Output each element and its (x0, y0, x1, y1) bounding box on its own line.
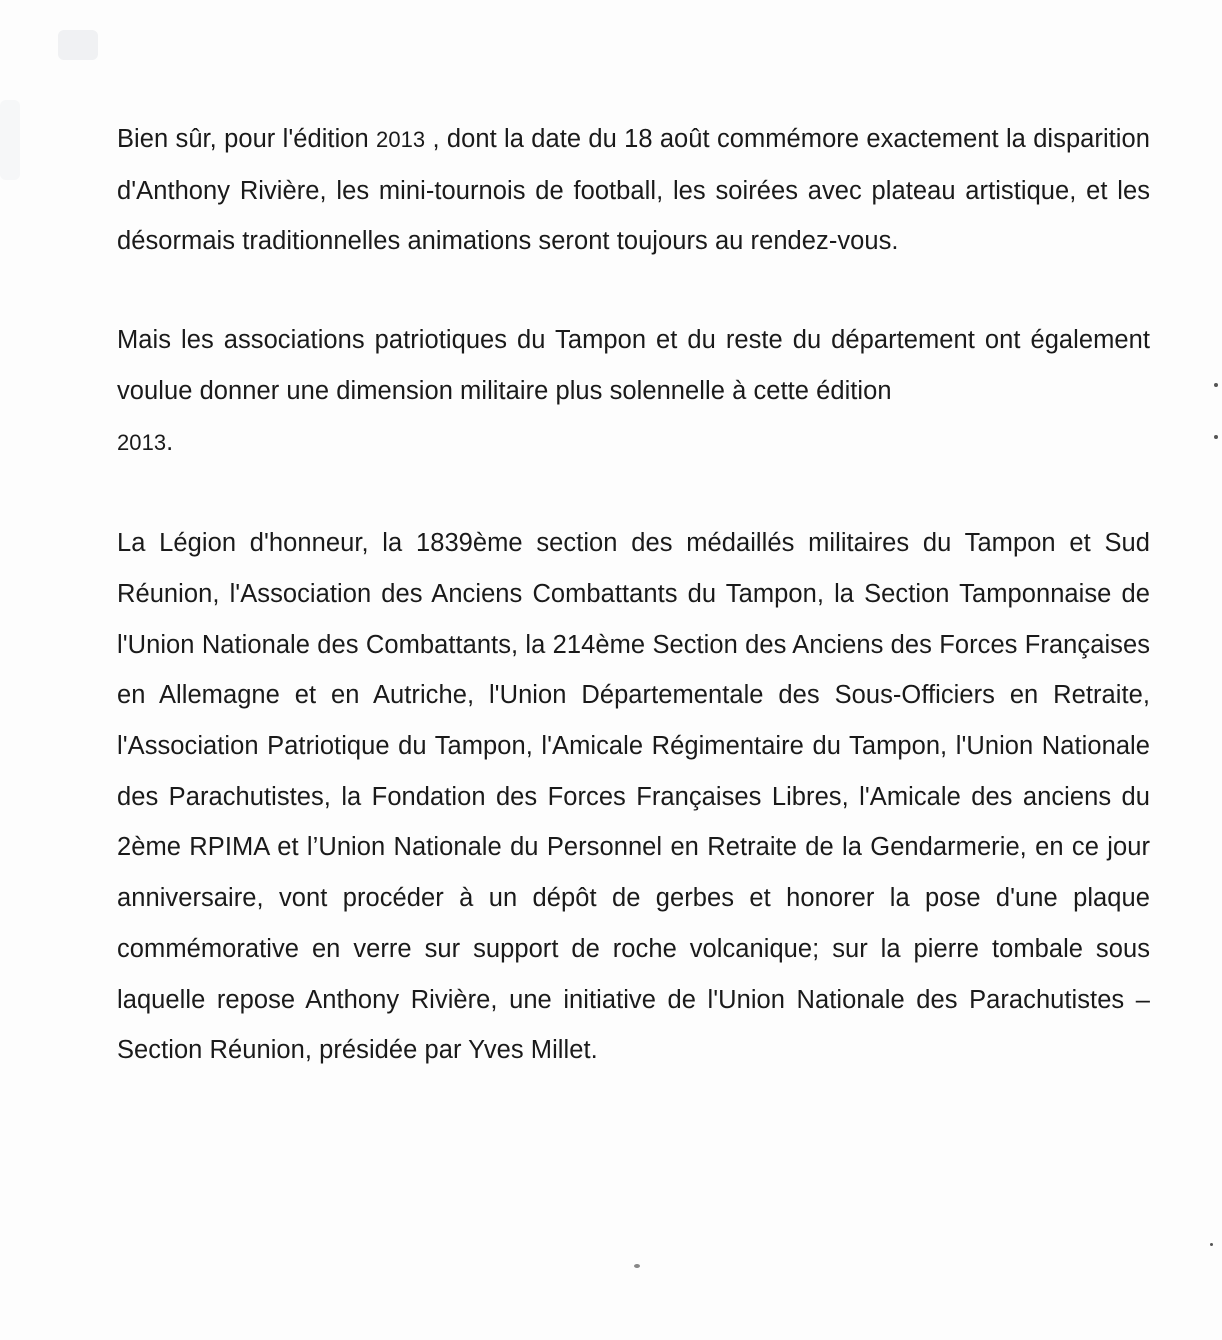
scan-speck (1210, 1243, 1213, 1246)
paragraph-organizations: La Légion d'honneur, la 1839ème section des médaillés militaires du Tampon et Sud Réunion, l'Association des Anciens Combattants du Tampon, la Section Tamponnaise de l'Union Nationale des Combattants, la 214ème Section des Anciens des Forces Françaises en Allemagne et en Autriche, l'Union Départementale des Sous-Officiers en Retraite, l'Association Patriotique du Tampon, l'Amicale Régimentaire du Tampon, l'Union Nationale des Parachutistes, la Fondation des Forces Françaises Libres, l'Amicale des anciens du 2ème RPIMA et l’Union Nationale du Personnel en Retraite de la Gendarmerie, en ce jour anniversaire, vont procéder à un dépôt de gerbes et honorer la pose d'une plaque commémorative en verre sur support de roche volcanique; sur la pierre tombale sous laquelle repose Anthony Rivière, une initiative de l'Union Nationale des Parachutistes – Section Réunion, présidée par Yves Millet. (117, 529, 1150, 1065)
year-number: 2013 (376, 127, 426, 152)
document-page (117, 114, 1150, 1076)
paragraph-edition (117, 114, 1150, 267)
paragraph-text: , dont la date du 18 août commémore exactement la disparition d'Anthony Rivière, les mini-tournois de football, les soirées avec plateau artistique, et les désormais traditionnelles animations seront toujours au rendez-vous. (117, 125, 1150, 256)
paragraph-associations (117, 315, 1150, 468)
paragraph-text: Bien sûr, pour l'édition (117, 125, 377, 153)
scan-artifact (58, 30, 98, 60)
paragraph-text: . (166, 427, 174, 456)
paragraph-text: Mais les associations patriotiques du Tampon et du reste du département ont également voulue donner une dimension militaire plus solennelle à cette édition (117, 326, 1150, 405)
scan-artifact (0, 100, 20, 180)
scan-speck (1214, 435, 1218, 439)
scan-speck (1214, 383, 1218, 387)
scan-speck (634, 1264, 640, 1268)
year-number: 2013 (117, 429, 167, 455)
